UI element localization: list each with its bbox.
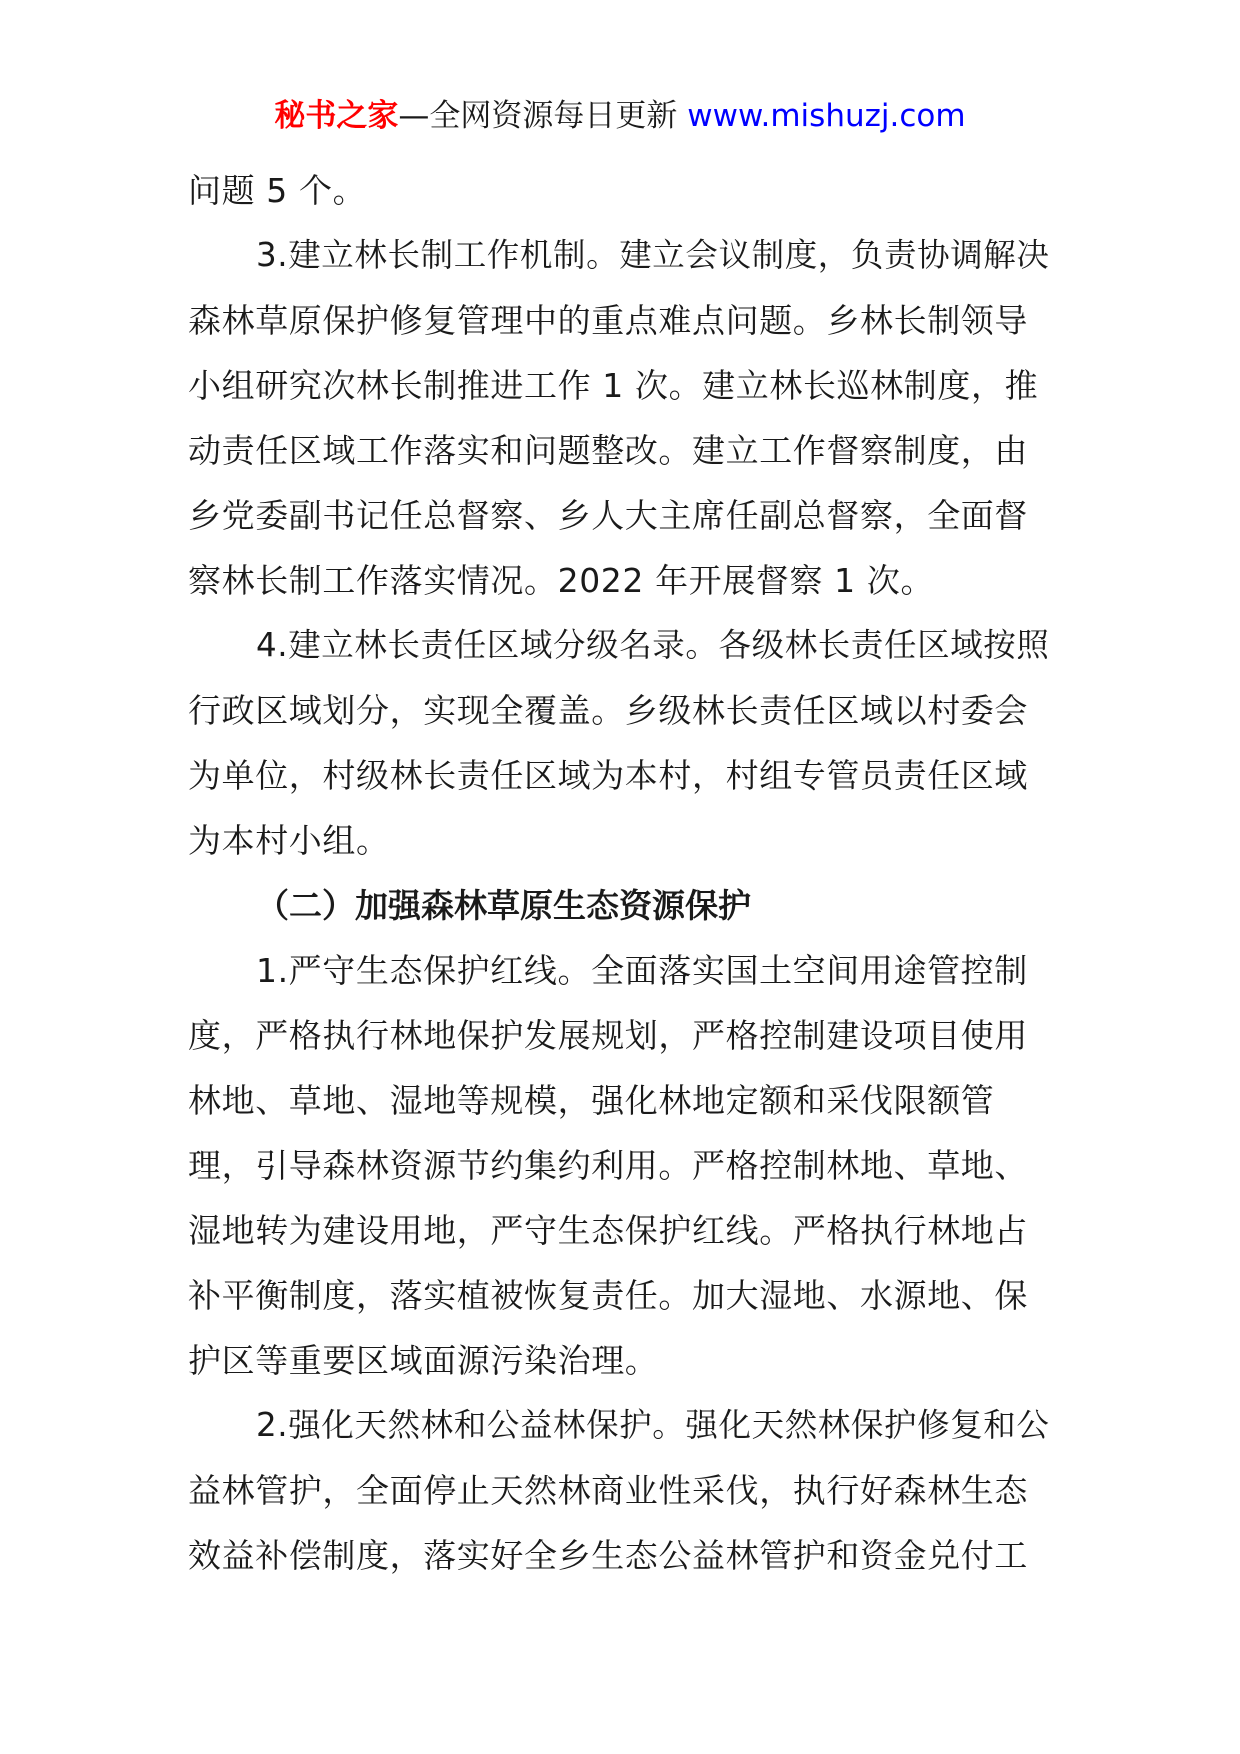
text-line: 益林管护，全面停止天然林商业性采伐，执行好森林生态 bbox=[188, 1471, 1028, 1510]
text-line: 为本村小组。 bbox=[188, 821, 390, 860]
site-header bbox=[0, 96, 1240, 136]
paragraph-start: 4.建立林长责任区域分级名录。各级林长责任区域按照 bbox=[256, 626, 1050, 664]
paragraph-start: 1.严守生态保护红线。全面落实国土空间用途管控制 bbox=[256, 951, 1028, 990]
site-url[interactable]: www.mishuzj.com bbox=[687, 98, 966, 134]
text-line: 理，引导森林资源节约集约利用。严格控制林地、草地、 bbox=[188, 1146, 1028, 1185]
text-line: 察林长制工作落实情况。2022 年开展督察 1 次。 bbox=[188, 561, 935, 600]
section-heading: （二）加强森林草原生态资源保护 bbox=[256, 886, 751, 925]
header-tagline: —全网资源每日更新 bbox=[398, 98, 678, 134]
text-line: 湿地转为建设用地，严守生态保护红线。严格执行林地占 bbox=[188, 1211, 1028, 1250]
brand-name: 秘书之家 bbox=[274, 98, 399, 134]
text-line: 问题 5 个。 bbox=[188, 171, 367, 210]
paragraph-start: 3.建立林长制工作机制。建立会议制度，负责协调解决 bbox=[256, 236, 1050, 274]
text-line: 补平衡制度，落实植被恢复责任。加大湿地、水源地、保 bbox=[188, 1276, 1028, 1315]
text-line: 小组研究次林长制推进工作 1 次。建立林长巡林制度，推 bbox=[188, 366, 1039, 405]
text-line: 为单位，村级林长责任区域为本村，村组专管员责任区域 bbox=[188, 756, 1028, 795]
text-line: 护区等重要区域面源污染治理。 bbox=[188, 1341, 659, 1380]
text-line: 效益补偿制度，落实好全乡生态公益林管护和资金兑付工 bbox=[188, 1536, 1028, 1575]
paragraph-start: 2.强化天然林和公益林保护。强化天然林保护修复和公 bbox=[256, 1406, 1050, 1444]
text-line: 行政区域划分，实现全覆盖。乡级林长责任区域以村委会 bbox=[188, 691, 1028, 730]
text-line: 动责任区域工作落实和问题整改。建立工作督察制度，由 bbox=[188, 431, 1028, 470]
text-line: 度，严格执行林地保护发展规划，严格控制建设项目使用 bbox=[188, 1016, 1028, 1055]
text-line: 林地、草地、湿地等规模，强化林地定额和采伐限额管 bbox=[188, 1081, 995, 1120]
document-body bbox=[188, 158, 1058, 1588]
text-line: 森林草原保护修复管理中的重点难点问题。乡林长制领导 bbox=[188, 301, 1028, 340]
text-line: 乡党委副书记任总督察、乡人大主席任副总督察，全面督 bbox=[188, 496, 1028, 535]
